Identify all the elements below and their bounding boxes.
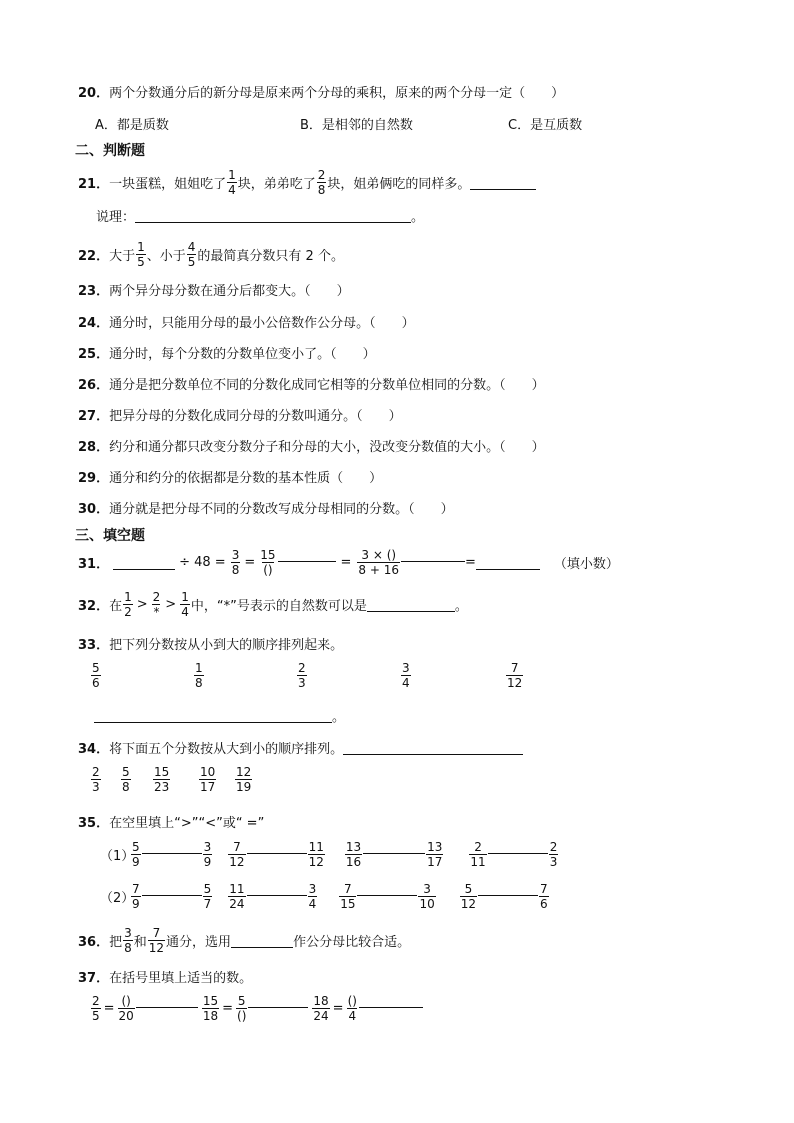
question-29 [78,467,382,486]
answer-blank[interactable] [343,740,523,755]
question-number: 20． [78,86,110,101]
fraction: $\frac{10}{17}$ [200,765,216,794]
question-36 [78,926,410,955]
question-text: 和 [133,935,147,950]
fraction: $\frac{3}{8}$ [231,548,240,577]
question-text: 一块蛋糕，姐姐吃了 [109,177,227,192]
fraction: $\frac{13}{17}$ [427,840,443,869]
question-number: 25． [78,347,110,362]
question-number: 21． [78,177,110,192]
fraction: $\frac{1}{4}$ [181,590,189,619]
option-c: C．是互质数 [508,118,583,133]
equals: = [465,555,476,570]
question-number: 29． [78,471,110,486]
fraction: $\frac{2}{3}$ [549,840,558,869]
question-text: 在空里填上“>”“<”或“ =” [109,816,265,831]
answer-blank[interactable] [278,560,336,562]
compare-blank[interactable] [478,894,538,896]
compare-blank[interactable] [247,852,307,854]
reason-line [96,206,424,225]
question-text: 作公分母比较合适。 [293,935,411,950]
compare-blank[interactable] [488,852,548,854]
answer-blank[interactable] [401,560,465,562]
question-32 [78,590,468,619]
fraction: $\frac{3}{9}$ [203,840,212,869]
question-text: 的最简真分数只有 2 个。 [197,249,344,264]
question-text: 通分时，每个分数的分数单位变小了。（ ） [109,347,376,362]
answer-blank[interactable] [359,1006,423,1008]
question-number: 33． [78,638,110,653]
answer-blank[interactable] [367,597,455,612]
fraction: $\frac{5}{()}$ [237,994,247,1023]
question-text: 把异分母的分数化成同分母的分数叫通分。（ ） [109,409,402,424]
question-number: 35． [78,816,110,831]
question-text: 通分就是把分母不同的分数改写成分母相同的分数。（ ） [109,502,454,517]
row-label: （2） [100,891,135,906]
question-number: 28． [78,440,110,455]
row-label: （1） [100,849,135,864]
equals: = [103,1001,115,1016]
compare-blank[interactable] [142,894,202,896]
question-text: 约分和通分都只改变分数分子和分母的大小，没改变分数值的大小。（ ） [109,440,545,455]
question-25 [78,343,376,362]
fraction: $\frac{12}{19}$ [236,765,252,794]
question-number: 27． [78,409,110,424]
question-text: 两个异分母分数在通分后都变大。（ ） [109,284,350,299]
compare-blank[interactable] [363,852,425,854]
fraction: $\frac{5}{8}$ [122,765,130,794]
period: 。 [332,710,346,725]
fraction: $\frac{4}{5}$ [187,240,196,269]
fraction: $\frac{7}{6}$ [540,882,548,911]
fraction: $\frac{7}{12}$ [507,661,523,690]
fraction: $\frac{3}{4}$ [402,661,410,690]
section-heading-fill-in: 三、填空题 [75,528,145,544]
fraction: $\frac{15}{23}$ [154,765,170,794]
fraction: $\frac{18}{24}$ [313,994,329,1023]
question-text: 把下列分数按从小到大的顺序排列起来。 [109,638,344,653]
question-34 [78,738,523,757]
fraction: $\frac{2}{11}$ [470,840,486,869]
question-text: 两个分数通分后的新分母是原来两个分母的乘积，原来的两个分母一定（ ） [109,86,565,101]
compare-blank[interactable] [142,852,202,854]
question-number: 37． [78,971,110,986]
answer-blank[interactable] [248,1006,308,1008]
question-text: 通分，选用 [166,935,232,950]
answer-blank[interactable] [231,933,293,948]
reason-blank[interactable] [135,208,411,223]
question-37 [78,967,252,986]
fraction: $\frac{7}{15}$ [340,882,356,911]
fraction: $\frac{2}{3}$ [298,661,306,690]
question-text: 、小于 [146,249,186,264]
answer-blank[interactable] [94,708,332,723]
fraction: $\frac{15}{()}$ [260,548,276,577]
question-text: 块，弟弟吃了 [237,177,316,192]
compare-blank[interactable] [357,894,417,896]
fraction: $\frac{5}{6}$ [92,661,100,690]
period: 。 [454,599,468,614]
equals: = [244,555,256,570]
question-23 [78,280,350,299]
fraction: $\frac{13}{16}$ [345,840,362,869]
fraction: $\frac{11}{12}$ [308,840,324,869]
equals: = [222,1001,234,1016]
fraction: $\frac{2}{3}$ [92,765,100,794]
question-text: 中，“*”号表示的自然数可以是 [190,599,367,614]
section-heading-judgement: 二、判断题 [75,143,145,159]
answer-blank[interactable] [113,555,175,570]
fraction: $\frac{2}{*}$ [152,590,161,619]
fraction: $\frac{5}{7}$ [203,882,212,911]
fraction: $\frac{3}{10}$ [419,882,435,911]
question-text: 把 [109,935,123,950]
question-text: 通分时，只能用分母的最小公倍数作公分母。（ ） [109,316,415,331]
equals: = [332,1001,344,1016]
fraction: $\frac{1}{5}$ [137,240,145,269]
question-text: 在 [109,599,123,614]
question-number: 23． [78,284,110,299]
answer-blank[interactable] [476,555,540,570]
option-b: B．是相邻的自然数 [300,118,413,133]
question-35 [78,812,264,831]
question-20 [78,82,564,101]
question-number: 30． [78,502,110,517]
question-number: 34． [78,742,110,757]
question-21 [78,168,536,197]
fraction: $\frac{1}{2}$ [124,590,132,619]
reason-label: 说理： [96,210,136,225]
compare-row-1 [100,840,559,869]
compare-blank[interactable] [247,894,307,896]
compare-row-2 [100,882,550,911]
question-26 [78,374,545,393]
fraction: $\frac{7}{12}$ [148,926,165,955]
answer-blank[interactable] [470,175,536,190]
hint-note: （填小数） [553,557,619,572]
question-22 [78,240,344,269]
question-31 [78,548,619,577]
question-28 [78,436,545,455]
equals: = [340,555,352,570]
question-number: 32． [78,599,110,614]
fraction: $\frac{5}{12}$ [460,882,477,911]
question-number: 22． [78,249,110,264]
fraction: $\frac{()}{4}$ [347,994,357,1023]
question-number: 26． [78,378,110,393]
question-33 [78,634,343,653]
period: 。 [411,210,425,225]
option-a: A．都是质数 [95,118,169,133]
fraction: $\frac{3 \times ()}{8 + 16}$ [358,548,400,577]
greater-than: > [165,597,177,612]
fraction: $\frac{15}{18}$ [202,994,219,1023]
question-24 [78,312,415,331]
fraction: $\frac{7}{9}$ [132,882,140,911]
question-number: 24． [78,316,110,331]
question-text: 大于 [109,249,136,264]
question-text: 块，姐弟俩吃的同样多。 [327,177,471,192]
fraction: $\frac{1}{4}$ [228,168,236,197]
question-text: 将下面五个分数按从大到小的顺序排列。 [109,742,344,757]
fraction: $\frac{2}{8}$ [317,168,326,197]
fraction: $\frac{1}{8}$ [195,661,203,690]
question-text: 通分是把分数单位不同的分数化成同它相等的分数单位相同的分数。（ ） [109,378,545,393]
division-expr: ÷ 48 = [179,555,226,570]
fraction: $\frac{3}{4}$ [308,882,317,911]
fraction: $\frac{7}{12}$ [229,840,245,869]
question-number: 36． [78,935,110,950]
fraction: $\frac{3}{8}$ [124,926,132,955]
greater-than: > [136,597,148,612]
fraction: $\frac{2}{5}$ [92,994,100,1023]
fraction: $\frac{5}{9}$ [132,840,140,869]
fraction: $\frac{11}{24}$ [229,882,245,911]
fraction: $\frac{()}{20}$ [118,994,134,1023]
question-27 [78,405,402,424]
question-number: 31． [78,557,110,572]
question-text: 在括号里填上适当的数。 [109,971,253,986]
equation-row [90,994,423,1023]
answer-blank[interactable] [136,1006,198,1008]
question-30 [78,498,454,517]
answer-line [94,706,345,725]
question-text: 通分和约分的依据都是分数的基本性质（ ） [109,471,383,486]
